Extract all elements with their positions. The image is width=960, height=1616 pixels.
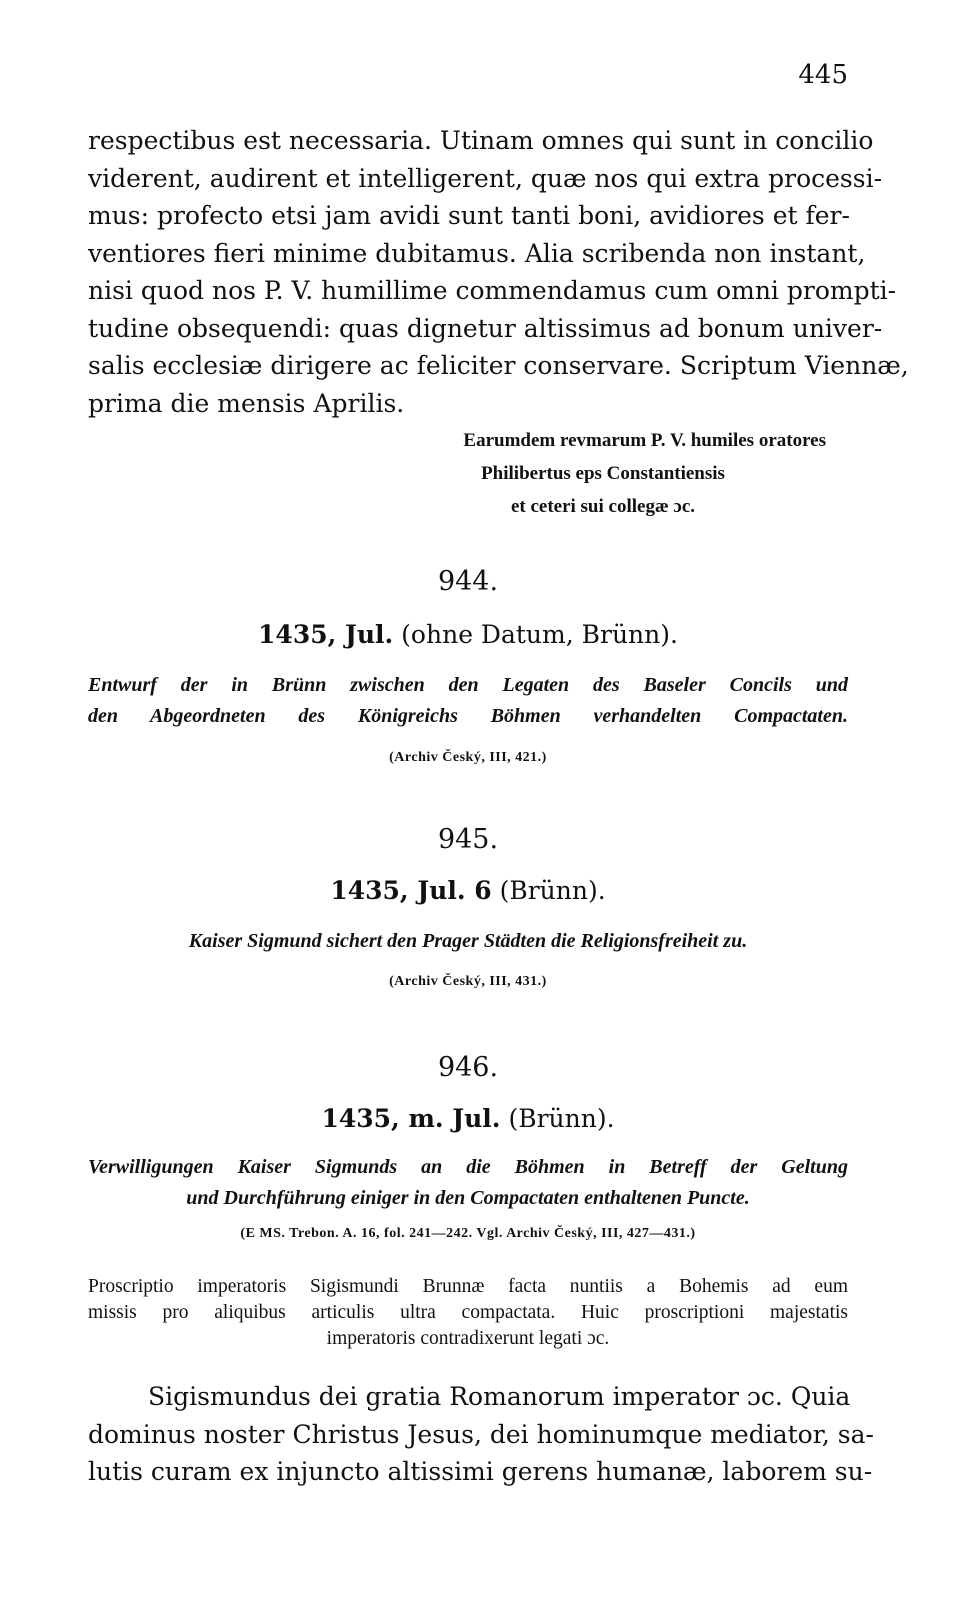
- opening-paragraph: [88, 122, 909, 422]
- text-line: tudine obsequendi: quas dignetur altissimus ad bonum univer-: [88, 313, 883, 343]
- intro-line: Proscriptio imperatoris Sigismundi Brunnæ facta nuntiis a Bohemis ad eum: [88, 1276, 848, 1297]
- date-bold: 1435, Jul.: [258, 620, 394, 649]
- date-rest: (Brünn).: [500, 1104, 615, 1133]
- document-source: (Archiv Český, III, 431.): [389, 974, 547, 989]
- document-date: [88, 620, 848, 649]
- document-summary: [88, 926, 848, 957]
- intro-note: [88, 1274, 848, 1352]
- summary-line: Kaiser Sigmund sichert den Prager Städten die Religionsfreiheit zu.: [188, 930, 748, 952]
- intro-line: imperatoris contradixerunt legati ɔc.: [326, 1328, 610, 1349]
- document-date: [88, 1104, 848, 1133]
- text-line: salis ecclesiæ dirigere ac feliciter conservare. Scriptum Viennæ,: [88, 351, 909, 380]
- document-number: 944.: [437, 566, 499, 597]
- page-number: 445: [798, 60, 848, 90]
- text-line: prima die mensis Aprilis.: [88, 388, 405, 418]
- document-date: [88, 876, 848, 905]
- text-line: Sigismundus dei gratia Romanorum imperator ɔc. Quia: [148, 1382, 851, 1411]
- summary-line: Entwurf der in Brünn zwischen den Legaten des Baseler Concils und: [88, 674, 848, 696]
- text-line: viderent, audirent et intelligerent, quæ nos qui extra processi-: [88, 163, 883, 193]
- date-bold: 1435, Jul. 6: [330, 876, 492, 905]
- document-number: 945.: [437, 824, 499, 855]
- summary-line: den Abgeordneten des Königreichs Böhmen verhandelten Compactaten.: [88, 705, 848, 727]
- document-number: 946.: [437, 1052, 499, 1083]
- date-bold: 1435, m. Jul.: [321, 1104, 501, 1133]
- text-line: dominus noster Christus Jesus, dei hominumque mediator, sa-: [88, 1419, 874, 1449]
- signature-line: Philibertus eps Constantiensis: [481, 463, 725, 484]
- final-paragraph: [88, 1378, 874, 1491]
- signature-block: [88, 424, 848, 523]
- document-source: (Archiv Český, III, 421.): [389, 750, 547, 765]
- document-summary: [88, 1152, 848, 1214]
- date-rest: (Brünn).: [491, 876, 606, 905]
- text-line: mus: profecto etsi jam avidi sunt tanti boni, avidiores et fer-: [88, 201, 850, 230]
- text-line: ventiores fieri minime dubitamus. Alia scribenda non instant,: [88, 238, 866, 268]
- signature-line: Earumdem revmarum P. V. humiles oratores: [463, 430, 826, 451]
- document-summary: [88, 670, 848, 732]
- summary-line: Verwilligungen Kaiser Sigmunds an die Böhmen in Betreff der Geltung: [88, 1156, 848, 1178]
- summary-line: und Durchführung einiger in den Compactaten enthaltenen Puncte.: [186, 1187, 750, 1209]
- document-source: (E MS. Trebon. A. 16, fol. 241—242. Vgl. Archiv Český, III, 427—431.): [240, 1226, 696, 1241]
- date-rest: (ohne Datum, Brünn).: [393, 620, 678, 649]
- document-page: [88, 0, 909, 1616]
- text-line: lutis curam ex injuncto altissimi gerens humanæ, laborem su-: [88, 1457, 873, 1486]
- intro-line: missis pro aliquibus articulis ultra compactata. Huic proscriptioni majestatis: [88, 1302, 848, 1323]
- text-line: nisi quod nos P. V. humillime commendamus cum omni prompti-: [88, 276, 897, 305]
- text-line: respectibus est necessaria. Utinam omnes qui sunt in concilio: [88, 126, 874, 155]
- signature-line: et ceteri sui collegæ ɔc.: [510, 496, 696, 517]
